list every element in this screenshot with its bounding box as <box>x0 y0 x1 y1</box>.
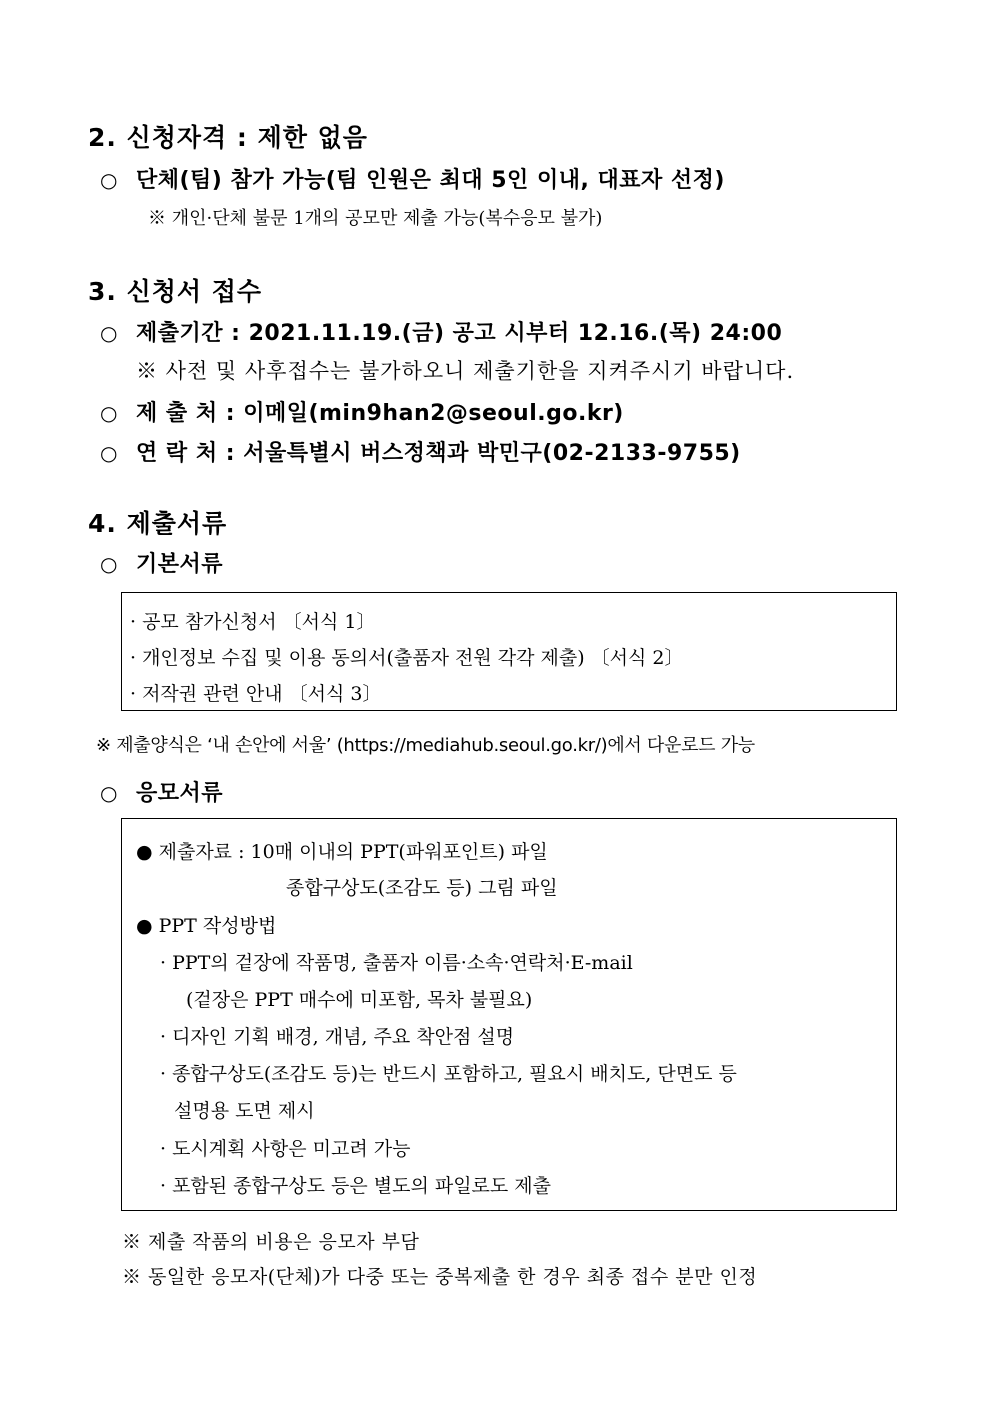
circle-bullet-icon: ○ <box>100 441 118 465</box>
submission-period-item <box>100 316 782 347</box>
eligibility-item <box>100 163 725 194</box>
list-item: · 저작권 관련 안내 〔서식 3〕 <box>130 683 382 705</box>
contact-text: 연 락 처 : 서울특별시 버스정책과 박민구(02-2133-9755) <box>136 441 741 466</box>
list-item: · 공모 참가신청서 〔서식 1〕 <box>130 611 376 633</box>
footer-note-cost: ※ 제출 작품의 비용은 응모자 부담 <box>122 1231 420 1253</box>
circle-bullet-icon: ○ <box>100 168 118 192</box>
submit-to-item <box>100 396 624 427</box>
list-item: 종합구상도(조감도 등) 그림 파일 <box>286 877 558 899</box>
footer-note-duplicate: ※ 동일한 응모자(단체)가 다중 또는 중복제출 한 경우 최종 접수 분만 인정 <box>122 1266 758 1288</box>
basic-documents-title <box>100 547 223 578</box>
eligibility-note: ※ 개인·단체 불문 1개의 공모만 제출 가능(복수응모 불가) <box>148 208 603 229</box>
submit-to-text: 제 출 처 : 이메일(min9han2@seoul.go.kr) <box>136 401 624 426</box>
section-3-heading: 3. 신청서 접수 <box>88 277 263 306</box>
list-item: ● PPT 작성방법 <box>136 915 277 937</box>
list-item: · 포함된 종합구상도 등은 별도의 파일로도 제출 <box>160 1175 552 1197</box>
list-item: 설명용 도면 제시 <box>174 1100 315 1122</box>
list-item: (겉장은 PPT 매수에 미포함, 목차 불필요) <box>186 989 533 1011</box>
list-item: · 개인정보 수집 및 이용 동의서(출품자 전원 각각 제출) 〔서식 2〕 <box>130 647 684 669</box>
circle-bullet-icon: ○ <box>100 321 118 345</box>
submission-period-note: ※ 사전 및 사후접수는 불가하오니 제출기한을 지켜주시기 바랍니다. <box>136 359 795 383</box>
circle-bullet-icon: ○ <box>100 552 118 576</box>
basic-documents-label: 기본서류 <box>136 552 224 577</box>
list-item: · 디자인 기획 배경, 개념, 주요 착안점 설명 <box>160 1026 515 1048</box>
list-item: ● 제출자료 : 10매 이내의 PPT(파워포인트) 파일 <box>136 841 548 863</box>
entry-documents-box <box>121 818 897 1211</box>
list-item: · PPT의 겉장에 작품명, 출품자 이름·소속·연락처·E-mail <box>160 952 633 974</box>
section-2-heading: 2. 신청자격 : 제한 없음 <box>88 123 368 152</box>
entry-documents-title <box>100 776 223 807</box>
list-item: · 종합구상도(조감도 등)는 반드시 포함하고, 필요시 배치도, 단면도 등 <box>160 1063 737 1085</box>
circle-bullet-icon: ○ <box>100 401 118 425</box>
entry-documents-label: 응모서류 <box>136 781 224 806</box>
submission-period-text: 제출기간 : 2021.11.19.(금) 공고 시부터 12.16.(목) 24:00 <box>136 321 783 346</box>
basic-documents-box <box>121 592 897 711</box>
download-note: ※ 제출양식은 ‘내 손안에 서울’ (https://mediahub.seoul.go.kr/)에서 다운로드 가능 <box>96 735 755 756</box>
eligibility-text: 단체(팀) 참가 가능(팀 인원은 최대 5인 이내, 대표자 선정) <box>136 168 725 193</box>
circle-bullet-icon: ○ <box>100 781 118 805</box>
list-item: · 도시계획 사항은 미고려 가능 <box>160 1138 411 1160</box>
section-4-heading: 4. 제출서류 <box>88 509 228 538</box>
contact-item <box>100 436 741 467</box>
